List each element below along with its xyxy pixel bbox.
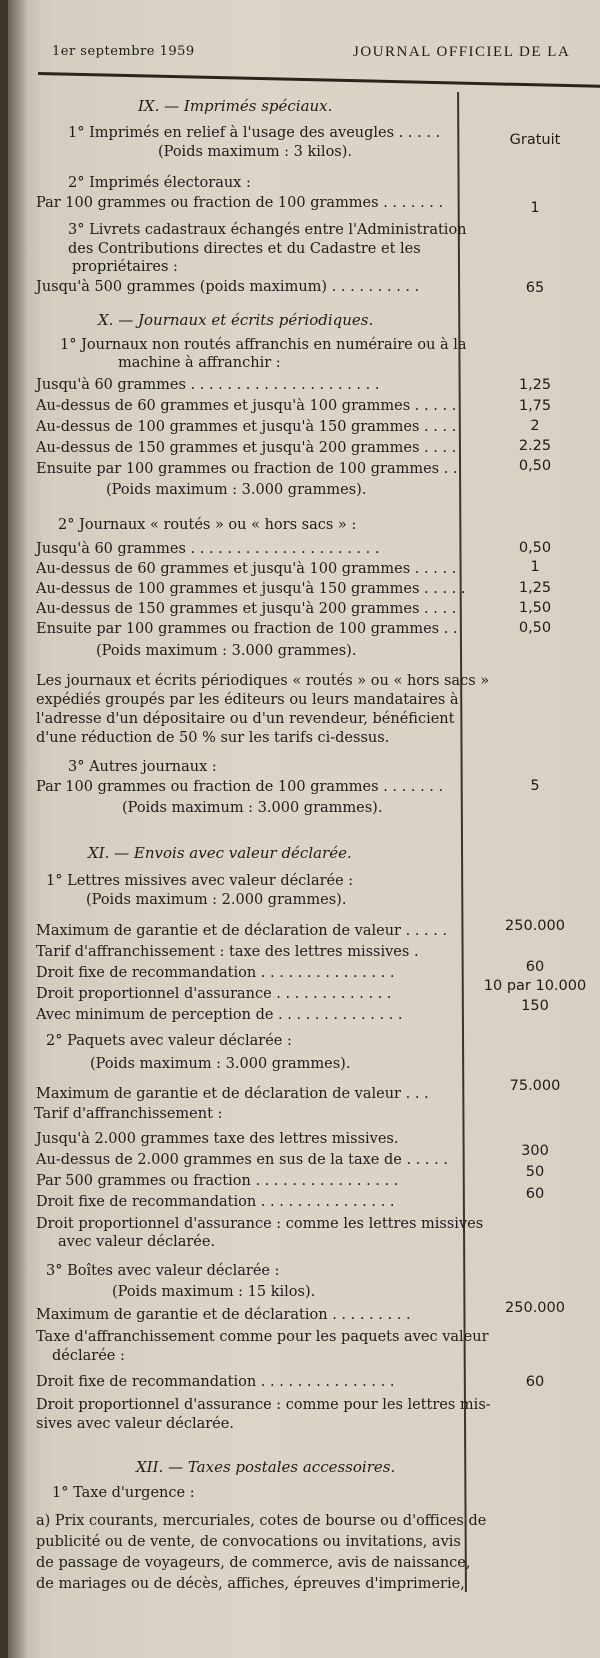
xi-value-b4: 60 bbox=[525, 1186, 545, 1202]
x-line-a2: machine à affranchir : bbox=[118, 355, 281, 371]
ix-line-2: 2° Imprimés électoraux : bbox=[68, 175, 251, 191]
xi-value-b3: 50 bbox=[525, 1164, 545, 1180]
x-routed-value-5: 0,50 bbox=[518, 620, 552, 636]
x-routed-row-4: Au-dessus de 150 grammes et jusqu'à 200 grammes . . . . bbox=[36, 601, 457, 617]
x-row-5: Ensuite par 100 grammes ou fraction de 100 grammes . . bbox=[36, 461, 458, 477]
x-para-line-4: d'une réduction de 50 % sur les tarifs ci-dessus. bbox=[36, 730, 390, 746]
xii-line-a2: a) Prix courants, mercuriales, cotes de bourse ou d'offices de bbox=[36, 1513, 487, 1529]
xi-line-a6: Droit proportionnel d'assurance . . . . . . . . . . . . . bbox=[36, 986, 392, 1002]
xi-line-a3: Maximum de garantie et de déclaration de valeur . . . . . bbox=[36, 923, 448, 939]
x-value-3: 2 bbox=[530, 418, 540, 434]
x-row-1: Jusqu'à 60 grammes . . . . . . . . . . . . . . . . . . . . . bbox=[36, 377, 380, 393]
x-para-line-3: l'adresse d'un dépositaire ou d'un revendeur, bénéficient bbox=[36, 711, 455, 727]
x-other-value: 5 bbox=[530, 778, 540, 794]
section-x-title: X. — Journaux et écrits périodiques. bbox=[98, 311, 374, 329]
x-routed-value-2: 1 bbox=[530, 559, 540, 575]
header-rule bbox=[38, 72, 600, 88]
xi-value-a1: 250.000 bbox=[505, 918, 565, 934]
xi-value-a2: 60 bbox=[525, 959, 545, 975]
xii-line-a5: de mariages ou de décès, affiches, épreuves d'imprimerie, bbox=[36, 1576, 465, 1592]
section-xi-title: XI. — Envois avec valeur déclarée. bbox=[88, 844, 352, 862]
xi-line-b8: Droit fixe de recommandation . . . . . . . . . . . . . . . bbox=[36, 1194, 395, 1210]
xi-line-c6: Droit fixe de recommandation . . . . . . . . . . . . . . . bbox=[36, 1374, 395, 1390]
xi-line-c4: Taxe d'affranchissement comme pour les paquets avec valeur bbox=[36, 1329, 489, 1345]
x-value-2: 1,75 bbox=[518, 398, 552, 414]
x-routed-value-4: 1,50 bbox=[518, 600, 552, 616]
xii-line-a3: publicité ou de vente, de convocations ou invitations, avis bbox=[36, 1534, 461, 1550]
x-value-1: 1,25 bbox=[518, 377, 552, 393]
x-row-2: Au-dessus de 60 grammes et jusqu'à 100 grammes . . . . . bbox=[36, 398, 457, 414]
ix-line-3: Par 100 grammes ou fraction de 100 grammes . . . . . . . bbox=[36, 195, 444, 211]
section-ix-title: IX. — Imprimés spéciaux. bbox=[138, 97, 333, 115]
xi-line-b5: Jusqu'à 2.000 grammes taxe des lettres missives. bbox=[36, 1131, 399, 1147]
x-other-journals-row: Par 100 grammes ou fraction de 100 grammes . . . . . . . bbox=[36, 779, 444, 795]
xi-value-b1: 75.000 bbox=[509, 1078, 561, 1094]
x-routed-row-1: Jusqu'à 60 grammes . . . . . . . . . . . . . . . . . . . . . bbox=[36, 541, 380, 557]
ix-weight-note: (Poids maximum : 3 kilos). bbox=[158, 144, 353, 160]
ix-line-6: propriétaires : bbox=[72, 259, 178, 275]
xii-line-a1: 1° Taxe d'urgence : bbox=[52, 1485, 195, 1501]
x-routed-row-5: Ensuite par 100 grammes ou fraction de 100 grammes . . bbox=[36, 621, 458, 637]
xi-weight-note-3: (Poids maximum : 15 kilos). bbox=[112, 1284, 316, 1300]
xi-line-b9: Droit proportionnel d'assurance : comme les lettres missives bbox=[36, 1216, 484, 1232]
x-para-line-2: expédiés groupés par les éditeurs ou leurs mandataires à bbox=[36, 692, 459, 708]
xi-line-a4: Tarif d'affranchissement : taxe des lettres missives . bbox=[36, 944, 419, 960]
x-routed-value-3: 1,25 bbox=[518, 580, 552, 596]
xi-line-c1: 3° Boîtes avec valeur déclarée : bbox=[46, 1263, 280, 1279]
ix-value-1: 1 bbox=[530, 200, 540, 216]
xi-line-b4: Tarif d'affranchissement : bbox=[34, 1106, 223, 1122]
xi-line-a7: Avec minimum de perception de . . . . . . . . . . . . . . bbox=[36, 1007, 403, 1023]
x-routed-row-3: Au-dessus de 100 grammes et jusqu'à 150 grammes . . . . . bbox=[36, 581, 466, 597]
xii-line-a4: de passage de voyageurs, de commerce, avis de naissance, bbox=[36, 1555, 471, 1571]
ix-line-7: Jusqu'à 500 grammes (poids maximum) . . . . . . . . . . bbox=[36, 279, 420, 295]
xi-weight-note-2: (Poids maximum : 3.000 grammes). bbox=[90, 1056, 351, 1072]
x-para-line-1: Les journaux et écrits périodiques « routés » ou « hors sacs » bbox=[36, 673, 490, 689]
column-divider bbox=[457, 92, 467, 1592]
xi-line-b7: Par 500 grammes ou fraction . . . . . . . . . . . . . . . . bbox=[36, 1173, 399, 1189]
xi-line-c8: sives avec valeur déclarée. bbox=[36, 1416, 234, 1432]
x-row-3: Au-dessus de 100 grammes et jusqu'à 150 grammes . . . . bbox=[36, 419, 457, 435]
xi-value-a4: 150 bbox=[521, 998, 549, 1014]
xi-line-b6: Au-dessus de 2.000 grammes en sus de la taxe de . . . . . bbox=[36, 1152, 448, 1168]
x-line-a1: 1° Journaux non routés affranchis en numéraire ou à la bbox=[60, 337, 467, 353]
x-weight-note-1: (Poids maximum : 3.000 grammes). bbox=[106, 482, 367, 498]
xi-line-c3: Maximum de garantie et de déclaration . . . . . . . . . bbox=[36, 1307, 411, 1323]
xi-line-b1: 2° Paquets avec valeur déclarée : bbox=[46, 1033, 292, 1049]
xi-line-b3: Maximum de garantie et de déclaration de valeur . . . bbox=[36, 1086, 429, 1102]
xi-value-c2: 60 bbox=[525, 1374, 545, 1390]
x-weight-note-2: (Poids maximum : 3.000 grammes). bbox=[96, 643, 357, 659]
x-line-b1: 2° Journaux « routés » ou « hors sacs » : bbox=[58, 517, 357, 533]
x-value-5: 0,50 bbox=[518, 458, 552, 474]
ix-line-5: des Contributions directes et du Cadastre et les bbox=[68, 241, 421, 257]
document-page bbox=[8, 0, 600, 1658]
xi-value-c1: 250.000 bbox=[505, 1300, 565, 1316]
x-weight-note-3: (Poids maximum : 3.000 grammes). bbox=[122, 800, 383, 816]
xi-value-a3: 10 par 10.000 bbox=[483, 978, 587, 994]
x-routed-value-1: 0,50 bbox=[518, 540, 552, 556]
xi-line-c7: Droit proportionnel d'assurance : comme pour les lettres mis- bbox=[36, 1397, 491, 1413]
section-xii-title: XII. — Taxes postales accessoires. bbox=[136, 1458, 396, 1476]
xi-line-a5: Droit fixe de recommandation . . . . . . . . . . . . . . . bbox=[36, 965, 395, 981]
page-shadow bbox=[8, 0, 28, 1658]
xi-line-a1: 1° Lettres missives avec valeur déclarée : bbox=[46, 873, 354, 889]
x-routed-row-2: Au-dessus de 60 grammes et jusqu'à 100 grammes . . . . . bbox=[36, 561, 457, 577]
x-other-journals: 3° Autres journaux : bbox=[68, 759, 217, 775]
ix-line-4: 3° Livrets cadastraux échangés entre l'Administration bbox=[68, 222, 467, 238]
ix-value-gratuit: Gratuit bbox=[509, 132, 561, 148]
header-date: 1er septembre 1959 bbox=[52, 44, 195, 59]
xi-value-b2: 300 bbox=[521, 1143, 549, 1159]
ix-value-65: 65 bbox=[525, 280, 545, 296]
xi-line-c5: déclarée : bbox=[52, 1348, 125, 1364]
xi-line-b10: avec valeur déclarée. bbox=[58, 1234, 216, 1250]
ix-line-1: 1° Imprimés en relief à l'usage des aveugles . . . . . bbox=[68, 125, 441, 141]
x-row-4: Au-dessus de 150 grammes et jusqu'à 200 grammes . . . . bbox=[36, 440, 457, 456]
xi-weight-note-1: (Poids maximum : 2.000 grammes). bbox=[86, 892, 347, 908]
header-journal-title: JOURNAL OFFICIEL DE LA bbox=[353, 44, 571, 60]
x-value-4: 2.25 bbox=[518, 438, 552, 454]
